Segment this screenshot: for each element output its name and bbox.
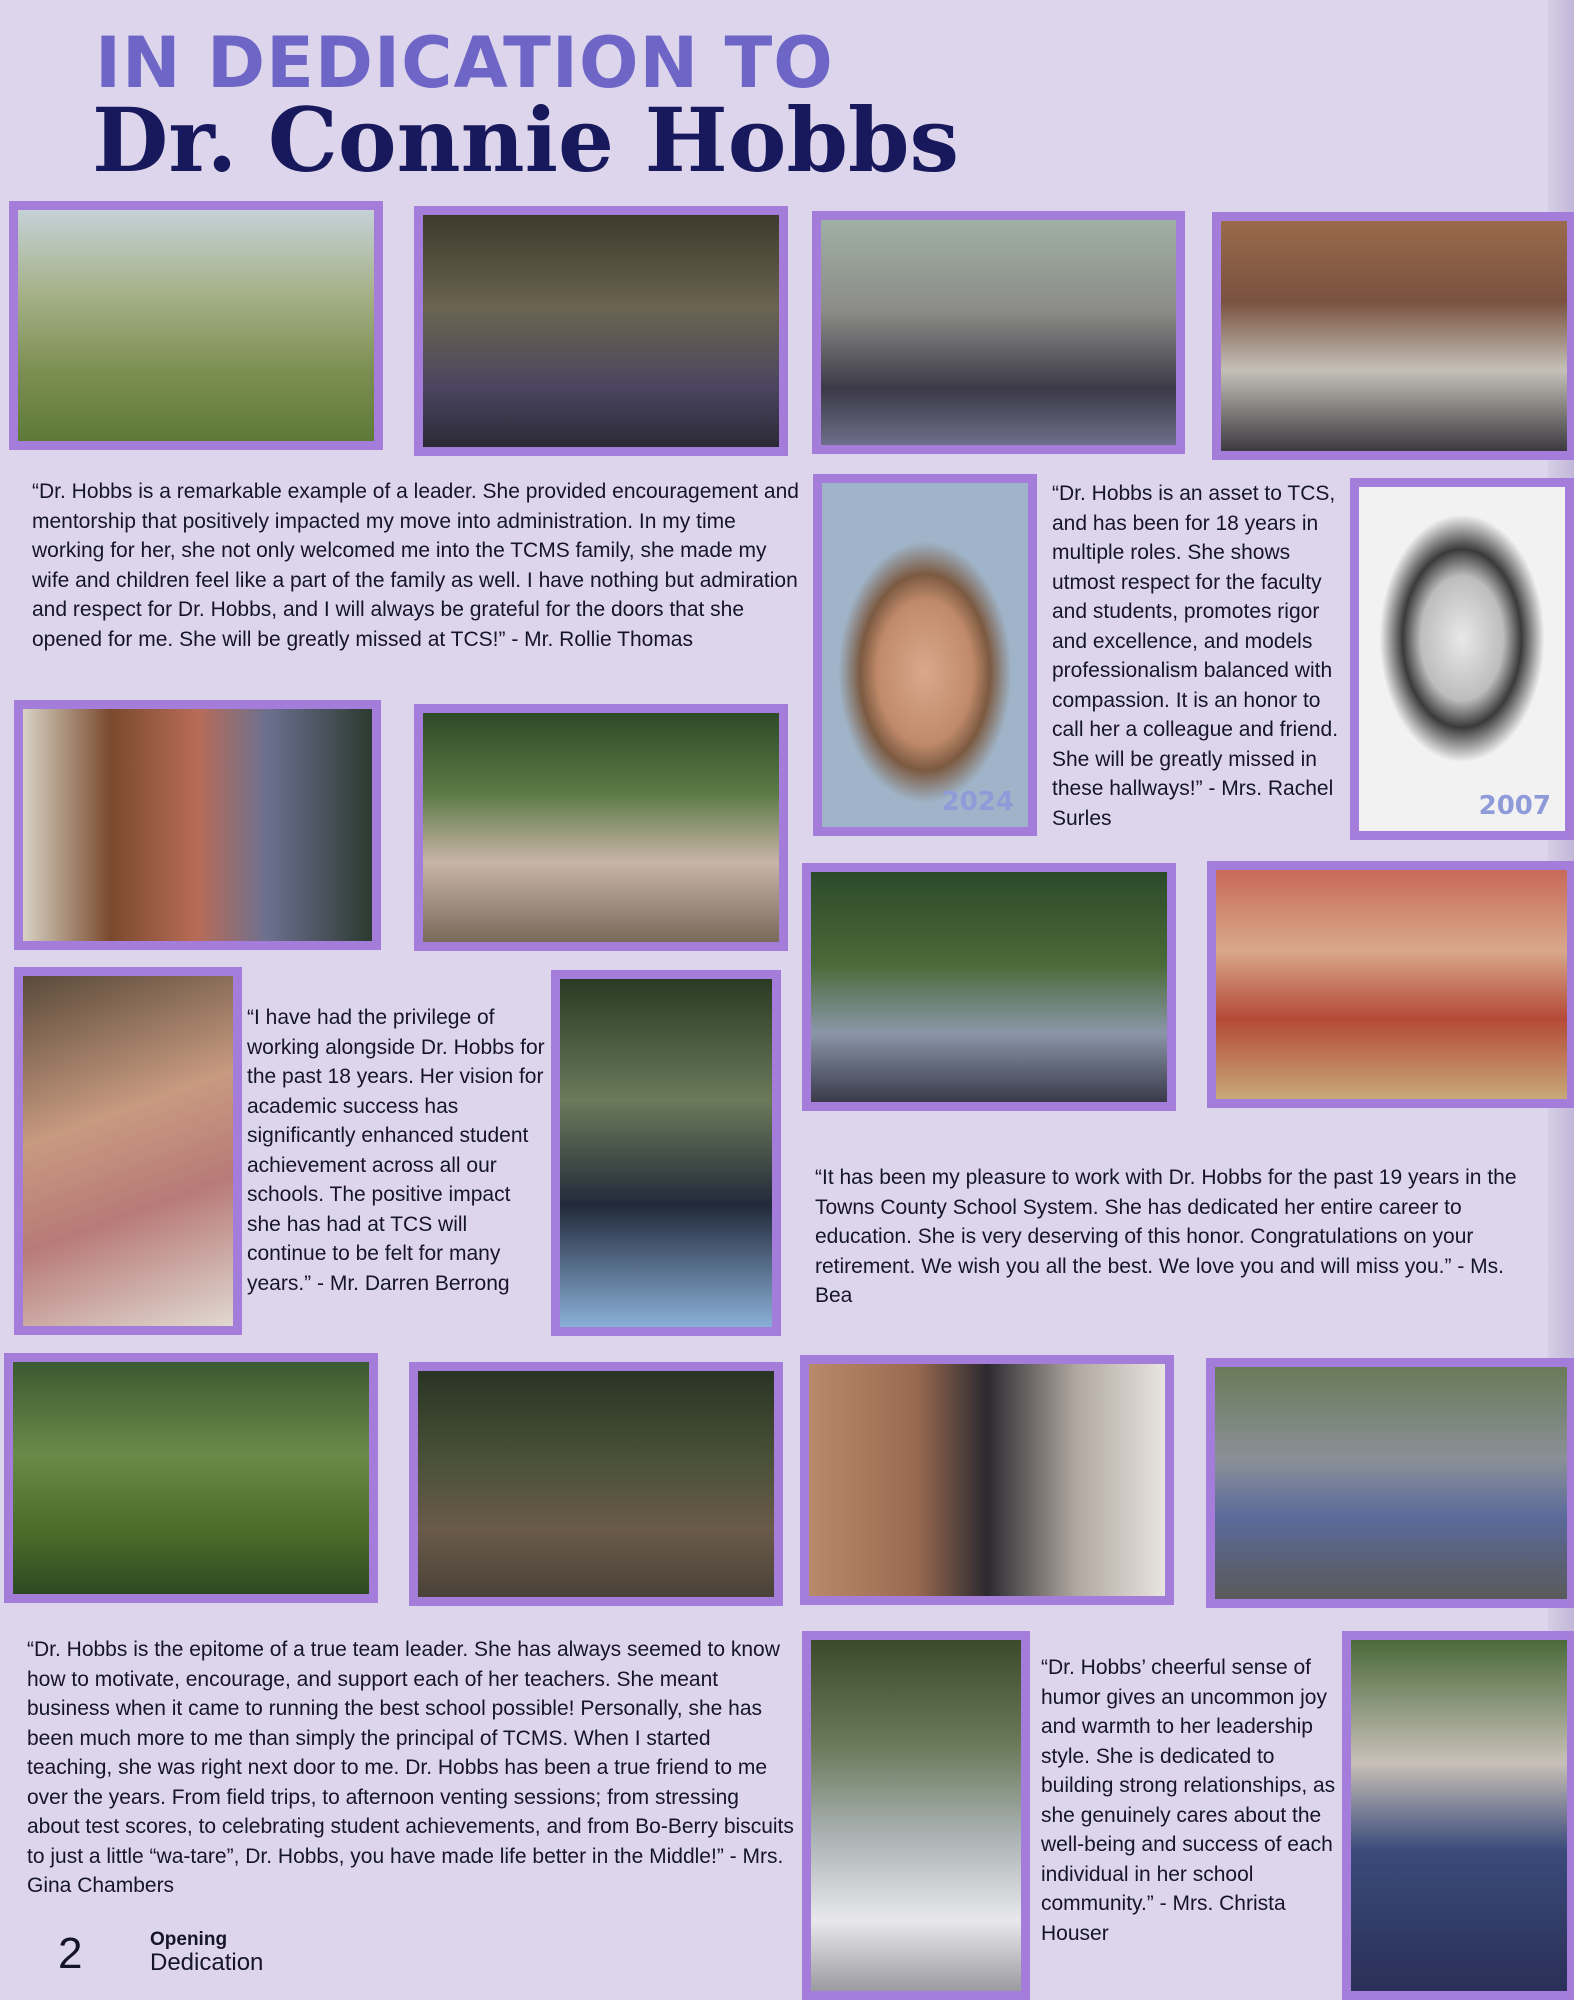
dedication-kicker: IN DEDICATION TO (95, 22, 834, 104)
honoree-name: Dr. Connie Hobbs (92, 88, 960, 192)
quote-ms-bea: “It has been my pleasure to work with Dr. Hobbs for the past 19 years in the Towns County School System. She has dedicated her entire career to education. She is very deserving of this honor. Congratulations on your retirement. We wish you all the best. We love you and will miss you.” - Ms. Bea (815, 1166, 1517, 1307)
photo-classroom-kids (1207, 861, 1574, 1108)
photo-selfie-couple (14, 967, 242, 1335)
quote-darren-berrong: “I have had the privilege of working alongside Dr. Hobbs for the past 18 years. Her vision for academic success has significantly enhanced student achievement across all our schools. The positive impact she has had at TCS will continue to be felt for many years.” - Mr. Darren Berrong (247, 1006, 545, 1295)
photo-portrait-2007 (1350, 478, 1574, 840)
photo-white-dress (802, 1631, 1030, 2000)
photo-wedding-group (1342, 1631, 1574, 2000)
photo-bulldog-pair (1206, 1358, 1574, 1608)
photo-graduate-fireplace (800, 1355, 1174, 1605)
photo-picnic-lawn (4, 1353, 378, 1603)
photo-family-group (414, 206, 788, 456)
photo-mother-son (551, 970, 781, 1336)
subsection-label: Dedication (150, 1949, 264, 1976)
photo-children-outdoor (802, 863, 1176, 1111)
photo-family-garden (414, 704, 788, 951)
photo-portrait-2024 (813, 474, 1037, 836)
quote-christa-houser: “Dr. Hobbs’ cheerful sense of humor gives an uncommon joy and warmth to her leadership style. She is dedicated to building strong relationships, as she genuinely cares about the well-being and success of each individual in her school community.” - Mrs. Christa Houser (1041, 1656, 1336, 1945)
photo-formal-pair (1212, 212, 1574, 460)
portrait-year-label: 2024 (941, 787, 1014, 817)
page-number: 2 (58, 1929, 83, 1978)
photo-graduation-family (812, 211, 1185, 454)
quote-rachel-surles: “Dr. Hobbs is an asset to TCS, and has been for 18 years in multiple roles. She shows utmost respect for the faculty and students, promotes rigor and excellence, and models professionalism balanced with compassion. It is an honor to call her a colleague and friend. She will be greatly missed in these hallways!” - Mrs. Rachel Surles (1052, 482, 1339, 830)
quote-rollie-thomas: “Dr. Hobbs is a remarkable example of a leader. She provided encouragement and mentorship that positively impacted my move into administration. In my time working for her, she not only welcomed me into the TCMS family, she made my wife and children feel like a part of the family as well. I have nothing but admiration and respect for Dr. Hobbs, and I will always be grateful for the doors that she opened for me. She will be greatly missed at TCS!” - Mr. Rollie Thomas (32, 480, 799, 651)
portrait-year-label: 2007 (1478, 791, 1551, 821)
quote-gina-chambers: “Dr. Hobbs is the epitome of a true team leader. She has always seemed to know how to motivate, encourage, and support each of her teachers. She meant business when it came to running the best school possible! Personally, she has been much more to me than simply the principal of TCMS. When I started teaching, she was right next door to me. Dr. Hobbs has been a true friend to me over the years. From field trips, to afternoon venting sessions; from stressing about test scores, to celebrating student achievements, and from Bo-Berry biscuits to just a little “wa-tare”, Dr. Hobbs, you have made life better in the Middle!” - Mrs. Gina Chambers (27, 1638, 794, 1897)
section-label: Opening (150, 1929, 228, 1950)
photo-family-outdoor (9, 201, 383, 450)
photo-picnic-table (409, 1362, 783, 1606)
photo-balloons-celebration (14, 700, 381, 950)
